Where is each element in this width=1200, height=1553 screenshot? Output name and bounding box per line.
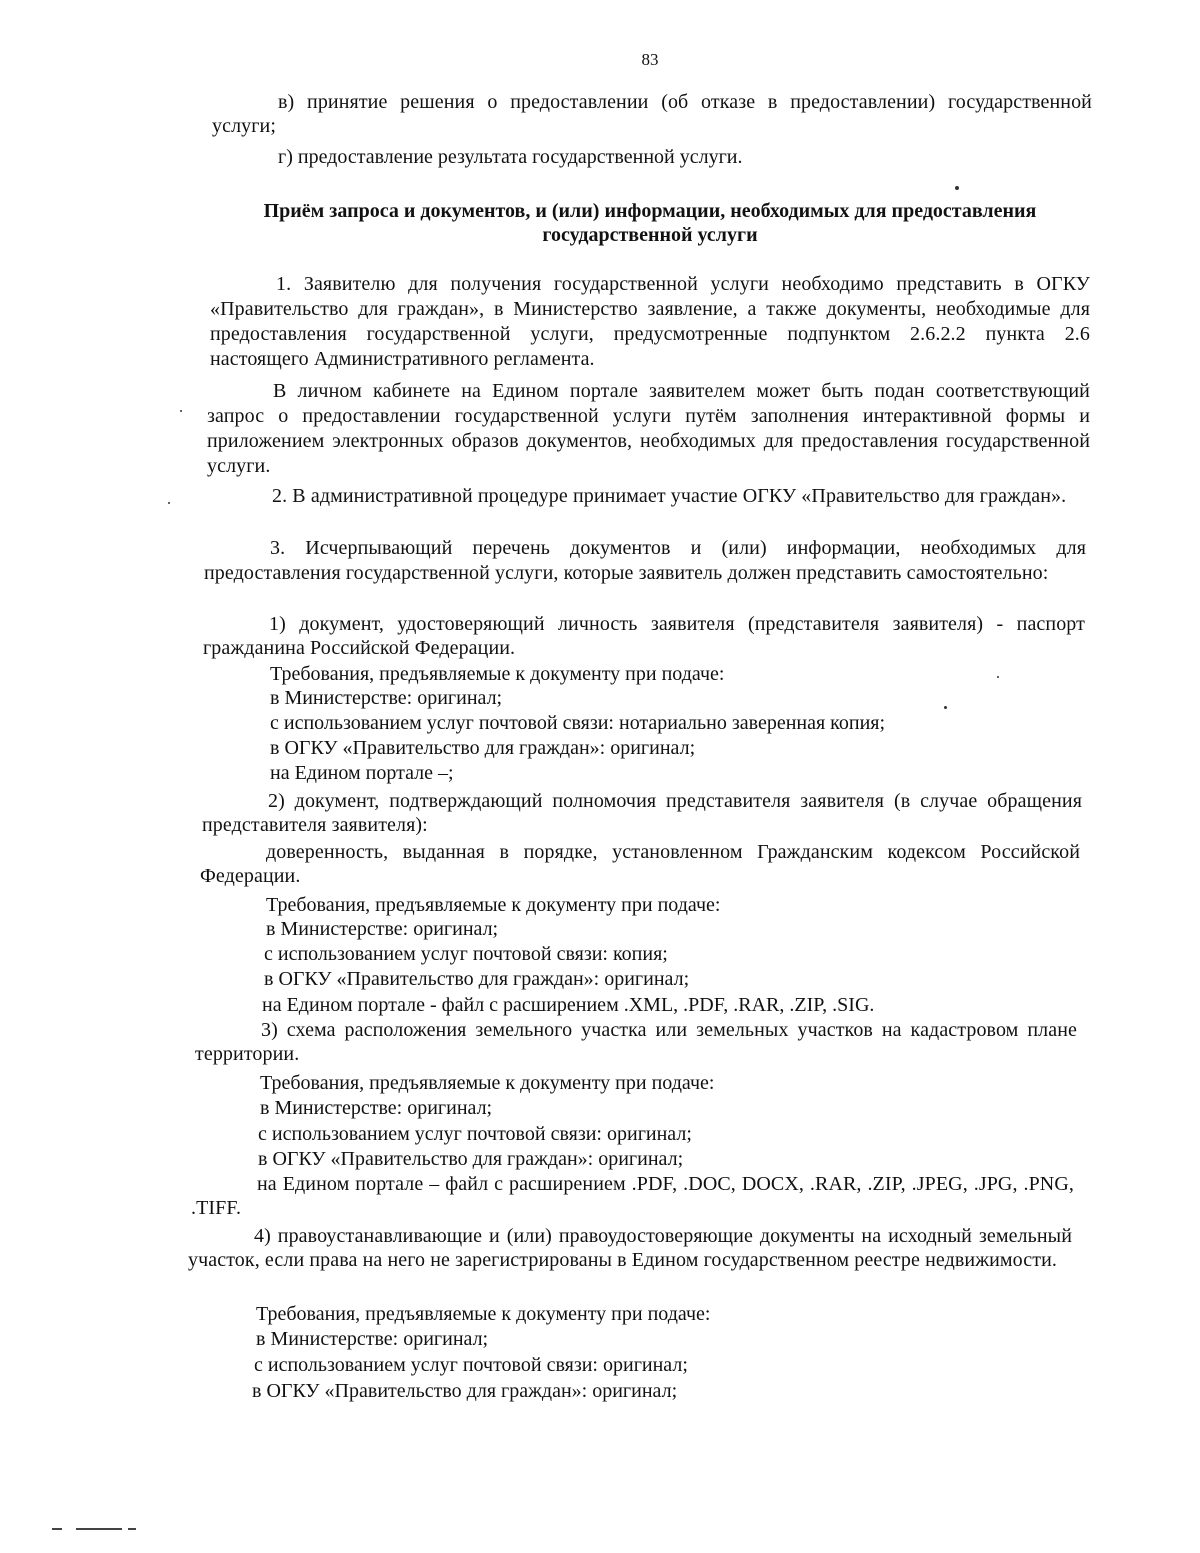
- doc4-title: 4) правоустанавливающие и (или) правоудостоверяющие документы на исходный земельный участок, если права на него не зарегистрированы в Едином государственном реестре недвижимости.: [188, 1225, 1072, 1271]
- intro-item-g: г) предоставление результата государственной услуги.: [278, 146, 743, 168]
- scan-mark: [128, 1528, 136, 1530]
- scan-mark: [52, 1528, 62, 1530]
- doc1-post: с использованием услуг почтовой связи: нотариально заверенная копия;: [270, 712, 886, 734]
- doc3-requirements-header: Требования, предъявляемые к документу при подаче:: [260, 1072, 715, 1094]
- doc1-title: 1) документ, удостоверяющий личность заявителя (представителя заявителя) - паспорт гражданина Российской Федерации.: [203, 613, 1085, 659]
- paragraph-3: 3. Исчерпывающий перечень документов и (или) информации, необходимых для предоставления государственной услуги, которые заявитель должен представить самостоятельно:: [204, 537, 1086, 584]
- doc2-detail: доверенность, выданная в порядке, установленном Гражданским кодексом Российской Федерации.: [200, 841, 1080, 887]
- scan-speck: [997, 676, 999, 678]
- doc4-ministry: в Министерстве: оригинал;: [256, 1328, 489, 1350]
- intro-item-v: в) принятие решения о предоставлении (об отказе в предоставлении) государственной услуги;: [212, 91, 1092, 137]
- doc1-ogku: в ОГКУ «Правительство для граждан»: оригинал;: [270, 737, 696, 759]
- doc1-requirements-header: Требования, предъявляемые к документу при подаче:: [270, 663, 725, 685]
- scan-speck: [944, 706, 947, 709]
- doc4-requirements-header: Требования, предъявляемые к документу при подаче:: [256, 1303, 711, 1325]
- doc4-post: с использованием услуг почтовой связи: оригинал;: [254, 1354, 688, 1376]
- doc2-title: 2) документ, подтверждающий полномочия представителя заявителя (в случае обращения представителя заявителя):: [202, 790, 1082, 836]
- doc3-post: с использованием услуг почтовой связи: оригинал;: [258, 1123, 692, 1145]
- scan-mark: [76, 1528, 122, 1530]
- doc1-portal: на Едином портале –;: [270, 762, 454, 784]
- scan-speck: [180, 410, 182, 412]
- doc2-portal: на Едином портале - файл с расширением .XML, .PDF, .RAR, .ZIP, .SIG.: [262, 994, 875, 1016]
- doc2-ogku: в ОГКУ «Правительство для граждан»: оригинал;: [264, 968, 690, 990]
- doc3-portal: на Едином портале – файл с расширением .PDF, .DOC, DOCX, .RAR, .ZIP, .JPEG, .JPG, .PNG, .TIFF.: [191, 1173, 1074, 1219]
- doc3-ogku: в ОГКУ «Правительство для граждан»: оригинал;: [258, 1148, 684, 1170]
- doc3-ministry: в Министерстве: оригинал;: [260, 1097, 493, 1119]
- paragraph-1b: В личном кабинете на Едином портале заявителем может быть подан соответствующий запрос о предоставлении государственной услуги путём заполнения интерактивной формы и приложением электронных образов документов, необходимых для предоставления государственной услуги.: [207, 380, 1090, 477]
- doc4-ogku: в ОГКУ «Правительство для граждан»: оригинал;: [252, 1380, 678, 1402]
- doc2-ministry: в Министерстве: оригинал;: [266, 918, 499, 940]
- doc2-requirements-header: Требования, предъявляемые к документу при подаче:: [266, 894, 721, 916]
- doc3-title: 3) схема расположения земельного участка или земельных участков на кадастровом плане территории.: [195, 1019, 1077, 1065]
- scan-speck: [168, 502, 170, 504]
- scan-speck: [955, 186, 959, 190]
- section-heading: Приём запроса и документов, и (или) информации, необходимых для предоставления государственной услуги: [263, 200, 1037, 246]
- doc1-ministry: в Министерстве: оригинал;: [270, 687, 503, 709]
- paragraph-2: 2. В административной процедуре принимает участие ОГКУ «Правительство для граждан».: [272, 485, 1067, 507]
- doc2-post: с использованием услуг почтовой связи: копия;: [264, 943, 668, 965]
- page-number: 83: [641, 50, 659, 69]
- paragraph-1: 1. Заявителю для получения государственной услуги необходимо представить в ОГКУ «Правительство для граждан», в Министерство заявление, а также документы, необходимые для предоставления государственной услуги, предусмотренные подпунктом 2.6.2.2 пункта 2.6 настоящего Административного регламента.: [210, 273, 1090, 370]
